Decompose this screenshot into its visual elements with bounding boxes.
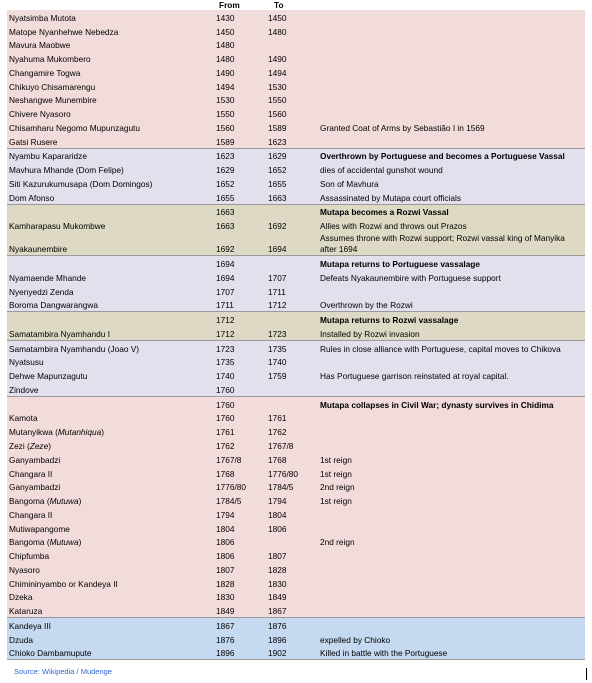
table-row	[7, 382, 585, 396]
from-year-cell: 1655	[212, 190, 262, 204]
from-year-cell: 1663	[212, 204, 262, 218]
ruler-name-cell: Matope Nyanhehwe Nebedza	[7, 24, 212, 38]
table-row	[7, 548, 585, 562]
from-year-cell: 1692	[212, 232, 262, 256]
to-year-cell: 1652	[262, 162, 318, 176]
to-year-cell: 1735	[262, 340, 318, 354]
table-row	[7, 162, 585, 176]
table-row	[7, 576, 585, 590]
to-year-cell	[262, 312, 318, 326]
to-year-cell: 1762	[262, 424, 318, 438]
rulers-table	[7, 10, 585, 660]
to-year-cell: 1761	[262, 411, 318, 425]
to-year-cell: 1711	[262, 284, 318, 298]
note-cell: Rules in close alliance with Portuguese, capital moves to Chikova	[318, 340, 585, 354]
ruler-name-cell: Nyatsimba Mutota	[7, 10, 212, 24]
from-year-cell: 1761	[212, 424, 262, 438]
from-year-cell: 1806	[212, 548, 262, 562]
from-year-cell: 1723	[212, 340, 262, 354]
note-cell: Defeats Nyakaunembire with Portuguese support	[318, 270, 585, 284]
note-cell	[318, 424, 585, 438]
ruler-name-cell: Chivere Nyasoro	[7, 106, 212, 120]
from-year-cell: 1762	[212, 438, 262, 452]
to-year-cell: 1530	[262, 79, 318, 93]
to-year-cell: 1784/5	[262, 480, 318, 494]
to-year-cell: 1806	[262, 521, 318, 535]
to-year-cell: 1655	[262, 176, 318, 190]
note-cell: Allies with Rozwi and throws out Prazos	[318, 218, 585, 232]
note-cell: Assumes throne with Rozwi support; Rozwi vassal king of Manyika after 1694	[318, 232, 585, 256]
ruler-name-cell: Nyambu Kapararidze	[7, 148, 212, 162]
table-row	[7, 51, 585, 65]
ruler-name-cell: Changara II	[7, 466, 212, 480]
from-year-cell: 1530	[212, 93, 262, 107]
note-cell: 2nd reign	[318, 480, 585, 494]
table-row	[7, 148, 585, 162]
table-row	[7, 424, 585, 438]
from-year-cell: 1849	[212, 603, 262, 617]
from-year-cell: 1707	[212, 284, 262, 298]
to-year-cell: 1723	[262, 326, 318, 340]
table-row	[7, 466, 585, 480]
ruler-name-cell	[7, 396, 212, 410]
table-row	[7, 618, 585, 632]
from-year-cell: 1767/8	[212, 452, 262, 466]
ruler-name-cell: Bangoma (Mutuwa)	[7, 535, 212, 549]
from-year-cell: 1760	[212, 411, 262, 425]
ruler-name-cell	[7, 204, 212, 218]
from-year-cell: 1804	[212, 521, 262, 535]
ruler-name-cell: Chisamharu Negomo Mupunzagutu	[7, 120, 212, 134]
from-year-cell: 1550	[212, 106, 262, 120]
to-year-cell: 1560	[262, 106, 318, 120]
ruler-name-cell: Bangoma (Mutuwa)	[7, 493, 212, 507]
ruler-name-cell: Dzuda	[7, 632, 212, 646]
from-year-cell: 1807	[212, 562, 262, 576]
table-row	[7, 218, 585, 232]
table-row	[7, 79, 585, 93]
to-year-cell: 1692	[262, 218, 318, 232]
ruler-name-cell	[7, 312, 212, 326]
table-row	[7, 284, 585, 298]
from-year-cell: 1494	[212, 79, 262, 93]
from-year-cell: 1490	[212, 65, 262, 79]
to-year-cell: 1794	[262, 493, 318, 507]
note-cell: Overthrown by Portuguese and becomes a Portuguese Vassal	[318, 148, 585, 162]
ruler-name-cell: Nyasoro	[7, 562, 212, 576]
ruler-name-cell: Samatambira Nyamhandu I	[7, 326, 212, 340]
from-year-cell: 1712	[212, 326, 262, 340]
from-year-cell: 1740	[212, 368, 262, 382]
ruler-name-cell: Mavura Maobwe	[7, 38, 212, 52]
to-year-cell: 1830	[262, 576, 318, 590]
ruler-name-cell: Chimininyambo or Kandeya II	[7, 576, 212, 590]
note-cell	[318, 79, 585, 93]
table-row	[7, 355, 585, 369]
table-row	[7, 480, 585, 494]
table-row	[7, 120, 585, 134]
note-cell: Son of Mavhura	[318, 176, 585, 190]
table-row	[7, 134, 585, 148]
table-row	[7, 493, 585, 507]
from-year-cell: 1450	[212, 24, 262, 38]
ruler-name-cell: Changara II	[7, 507, 212, 521]
from-year-cell: 1712	[212, 312, 262, 326]
from-year-cell: 1867	[212, 618, 262, 632]
from-year-cell: 1623	[212, 148, 262, 162]
ruler-name-cell: Dom Afonso	[7, 190, 212, 204]
ruler-name-cell: Boroma Dangwarangwa	[7, 298, 212, 312]
table-row	[7, 396, 585, 410]
ruler-name-cell: Kandeya III	[7, 618, 212, 632]
to-year-cell: 1807	[262, 548, 318, 562]
to-year-cell: 1804	[262, 507, 318, 521]
ruler-name-cell: Ganyambadzi	[7, 480, 212, 494]
from-year-cell: 1806	[212, 535, 262, 549]
from-year-cell: 1480	[212, 38, 262, 52]
to-year-cell	[262, 204, 318, 218]
table-row	[7, 507, 585, 521]
note-cell: Mutapa collapses in Civil War; dynasty survives in Chidima	[318, 396, 585, 410]
table-row	[7, 646, 585, 660]
ruler-name-cell: Nyamaende Mhande	[7, 270, 212, 284]
to-year-cell: 1550	[262, 93, 318, 107]
note-cell	[318, 284, 585, 298]
ruler-name-cell: Kamota	[7, 411, 212, 425]
to-year-cell: 1828	[262, 562, 318, 576]
ruler-name-cell	[7, 256, 212, 270]
note-cell	[318, 618, 585, 632]
table-row	[7, 106, 585, 120]
to-year-cell: 1623	[262, 134, 318, 148]
ruler-name-cell: Chioko Dambamupute	[7, 646, 212, 660]
ruler-name-cell: Nyenyedzi Zenda	[7, 284, 212, 298]
table-row	[7, 190, 585, 204]
to-year-cell: 1896	[262, 632, 318, 646]
to-year-cell	[262, 38, 318, 52]
header-from: From	[219, 0, 240, 10]
from-year-cell: 1589	[212, 134, 262, 148]
note-cell	[318, 38, 585, 52]
to-year-cell: 1902	[262, 646, 318, 660]
ruler-name-cell: Ganyambadzi	[7, 452, 212, 466]
note-cell	[318, 382, 585, 396]
note-cell	[318, 355, 585, 369]
rulers-table-body	[7, 10, 585, 660]
ruler-name-cell: Nyatsusu	[7, 355, 212, 369]
table-row	[7, 93, 585, 107]
header-to: To	[274, 0, 284, 10]
to-year-cell: 1663	[262, 190, 318, 204]
ruler-name-cell: Zezi (Zeze)	[7, 438, 212, 452]
note-cell: Mutapa becomes a Rozwi Vassal	[318, 204, 585, 218]
note-cell	[318, 65, 585, 79]
from-year-cell: 1760	[212, 396, 262, 410]
note-cell: Mutapa returns to Portuguese vassalage	[318, 256, 585, 270]
ruler-name-cell: Kamharapasu Mukombwe	[7, 218, 212, 232]
table-row	[7, 340, 585, 354]
from-year-cell: 1896	[212, 646, 262, 660]
note-cell	[318, 590, 585, 604]
to-year-cell: 1867	[262, 603, 318, 617]
note-cell: expelled by Chioko	[318, 632, 585, 646]
table-row	[7, 65, 585, 79]
note-cell	[318, 438, 585, 452]
note-cell	[318, 411, 585, 425]
to-year-cell: 1450	[262, 10, 318, 24]
ruler-name-cell: Zindove	[7, 382, 212, 396]
ruler-name-cell: Changamire Togwa	[7, 65, 212, 79]
note-cell: 1st reign	[318, 466, 585, 480]
note-cell	[318, 134, 585, 148]
from-year-cell: 1776/80	[212, 480, 262, 494]
to-year-cell	[262, 382, 318, 396]
note-cell: Assassinated by Mutapa court officials	[318, 190, 585, 204]
note-cell	[318, 51, 585, 65]
to-year-cell: 1712	[262, 298, 318, 312]
table-row	[7, 521, 585, 535]
to-year-cell: 1767/8	[262, 438, 318, 452]
to-year-cell: 1740	[262, 355, 318, 369]
table-row	[7, 590, 585, 604]
table-row	[7, 10, 585, 24]
note-cell: Overthrown by the Rozwi	[318, 298, 585, 312]
ruler-name-cell: Gatsi Rusere	[7, 134, 212, 148]
note-cell: Installed by Rozwi invasion	[318, 326, 585, 340]
to-year-cell: 1494	[262, 65, 318, 79]
note-cell: dies of accidental gunshot wound	[318, 162, 585, 176]
table-row	[7, 411, 585, 425]
from-year-cell: 1430	[212, 10, 262, 24]
table-row	[7, 452, 585, 466]
from-year-cell: 1794	[212, 507, 262, 521]
ruler-name-cell: Mutanyikwa (Mutanhiqua)	[7, 424, 212, 438]
from-year-cell: 1876	[212, 632, 262, 646]
ruler-name-cell: Nyahuma Mukombero	[7, 51, 212, 65]
table-row	[7, 298, 585, 312]
to-year-cell: 1776/80	[262, 466, 318, 480]
table-row	[7, 204, 585, 218]
note-cell	[318, 93, 585, 107]
table-row	[7, 562, 585, 576]
source-note: Source: Wikipedia / Mudenge	[14, 667, 112, 676]
from-year-cell: 1784/5	[212, 493, 262, 507]
note-cell: 1st reign	[318, 452, 585, 466]
ruler-name-cell: Chipfumba	[7, 548, 212, 562]
table-row	[7, 38, 585, 52]
from-year-cell: 1652	[212, 176, 262, 190]
from-year-cell: 1694	[212, 270, 262, 284]
from-year-cell: 1828	[212, 576, 262, 590]
from-year-cell: 1760	[212, 382, 262, 396]
to-year-cell: 1480	[262, 24, 318, 38]
table-row	[7, 438, 585, 452]
to-year-cell: 1490	[262, 51, 318, 65]
note-cell	[318, 10, 585, 24]
ruler-name-cell: Chikuyo Chisamarengu	[7, 79, 212, 93]
ruler-name-cell: Samatambira Nyamhandu (Joao V)	[7, 340, 212, 354]
to-year-cell: 1629	[262, 148, 318, 162]
table-row	[7, 368, 585, 382]
table-row	[7, 232, 585, 256]
table-row	[7, 326, 585, 340]
note-cell: 2nd reign	[318, 535, 585, 549]
note-cell	[318, 562, 585, 576]
from-year-cell: 1663	[212, 218, 262, 232]
table-row	[7, 270, 585, 284]
to-year-cell	[262, 256, 318, 270]
note-cell	[318, 106, 585, 120]
table-row	[7, 312, 585, 326]
table-row	[7, 176, 585, 190]
ruler-name-cell: Mutiwapangome	[7, 521, 212, 535]
ruler-name-cell: Dehwe Mapunzagutu	[7, 368, 212, 382]
from-year-cell: 1830	[212, 590, 262, 604]
from-year-cell: 1480	[212, 51, 262, 65]
to-year-cell	[262, 535, 318, 549]
ruler-name-cell: Siti Kazurukumusapa (Dom Domingos)	[7, 176, 212, 190]
ruler-name-cell: Neshangwe Munembire	[7, 93, 212, 107]
to-year-cell: 1759	[262, 368, 318, 382]
to-year-cell: 1589	[262, 120, 318, 134]
to-year-cell	[262, 396, 318, 410]
table-row	[7, 603, 585, 617]
from-year-cell: 1629	[212, 162, 262, 176]
ruler-name-cell: Mavhura Mhande (Dom Felipe)	[7, 162, 212, 176]
border-line	[586, 668, 587, 680]
table-row	[7, 24, 585, 38]
to-year-cell: 1694	[262, 232, 318, 256]
note-cell: Granted Coat of Arms by Sebastião I in 1569	[318, 120, 585, 134]
from-year-cell: 1735	[212, 355, 262, 369]
to-year-cell: 1707	[262, 270, 318, 284]
from-year-cell: 1768	[212, 466, 262, 480]
note-cell: 1st reign	[318, 493, 585, 507]
note-cell	[318, 521, 585, 535]
table-row	[7, 256, 585, 270]
ruler-name-cell: Nyakaunembire	[7, 232, 212, 256]
note-cell: Mutapa returns to Rozwi vassalage	[318, 312, 585, 326]
ruler-name-cell: Kataruza	[7, 603, 212, 617]
table-row	[7, 535, 585, 549]
note-cell: Killed in battle with the Portuguese	[318, 646, 585, 660]
from-year-cell: 1711	[212, 298, 262, 312]
note-cell	[318, 603, 585, 617]
from-year-cell: 1560	[212, 120, 262, 134]
from-year-cell: 1694	[212, 256, 262, 270]
note-cell: Has Portuguese garrison reinstated at royal capital.	[318, 368, 585, 382]
ruler-name-cell: Dzeka	[7, 590, 212, 604]
note-cell	[318, 507, 585, 521]
note-cell	[318, 24, 585, 38]
to-year-cell: 1768	[262, 452, 318, 466]
to-year-cell: 1849	[262, 590, 318, 604]
note-cell	[318, 576, 585, 590]
table-row	[7, 632, 585, 646]
to-year-cell: 1876	[262, 618, 318, 632]
note-cell	[318, 548, 585, 562]
